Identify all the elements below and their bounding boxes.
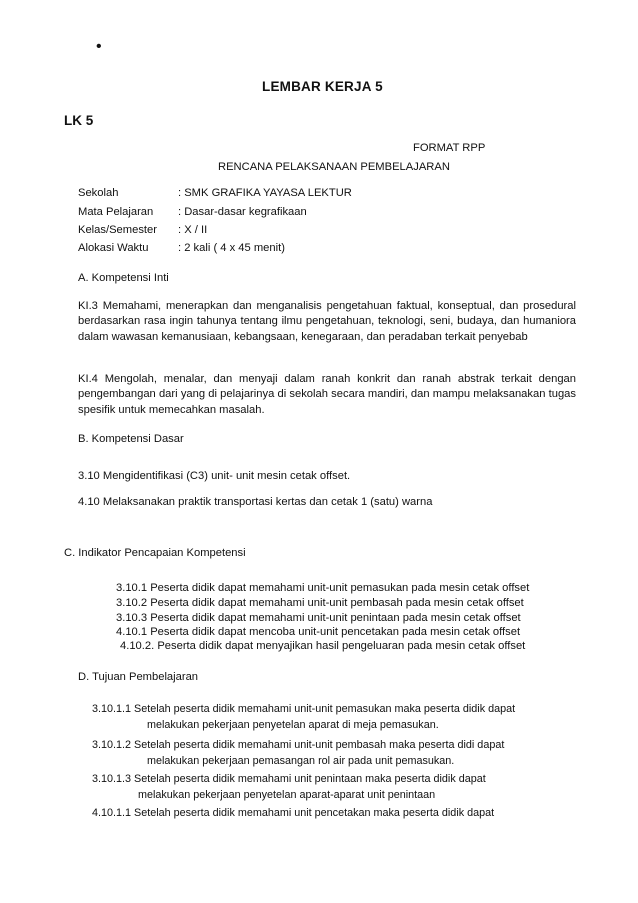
bullet-mark: • [96, 38, 102, 55]
objective-line: 3.10.1.2 Setelah peserta didik memahami unit-unit pembasah maka peserta didi dapat [92, 739, 505, 751]
rpp-heading: RENCANA PELAKSANAAN PEMBELAJARAN [218, 161, 450, 173]
kd-item: 4.10 Melaksanakan praktik transportasi kertas dan cetak 1 (satu) warna [78, 496, 433, 508]
ki4-paragraph: KI.4 Mengolah, menalar, dan menyaji dalam ranah konkrit dan ranah abstrak terkait dengan pengembangan dari yang di pelajarinya di sekolah secara mandiri, dan mampu melaksanakan tugas spesifik untuk memecahkan masalah. [78, 373, 576, 416]
section-c-heading: C. Indikator Pencapaian Kompetensi [64, 547, 246, 559]
identity-row-school [78, 187, 352, 199]
kd-item: 3.10 Mengidentifikasi (C3) unit- unit mesin cetak offset. [78, 470, 351, 482]
objective-line: 4.10.1.1 Setelah peserta didik memahami unit pencetakan maka peserta didik dapat [92, 807, 495, 819]
identity-key: Alokasi Waktu [78, 242, 149, 254]
objective-line: melakukan pekerjaan pemasangan rol air pada unit pemasukan. [147, 755, 455, 767]
indicator-item: 3.10.2 Peserta didik dapat memahami unit-unit pembasah pada mesin cetak offset [116, 597, 524, 609]
identity-value: : Dasar-dasar kegrafikaan [178, 206, 307, 218]
identity-key: Sekolah [78, 187, 119, 199]
indicator-item: 3.10.1 Peserta didik dapat memahami unit-unit pemasukan pada mesin cetak offset [116, 582, 530, 594]
objective-line: melakukan pekerjaan penyetelan aparat di meja pemasukan. [147, 719, 439, 731]
identity-row-subject [78, 206, 307, 218]
section-a-heading: A. Kompetensi Inti [78, 272, 169, 284]
objective-line: melakukan pekerjaan penyetelan aparat-aparat unit penintaan [138, 789, 436, 801]
identity-value: : X / II [178, 224, 208, 236]
page-title: LEMBAR KERJA 5 [262, 79, 383, 94]
ki3-paragraph: KI.3 Memahami, menerapkan dan menganalisis pengetahuan faktual, konseptual, dan prosedural berdasarkan rasa ingin tahunya tentang ilmu pengetahuan, teknologi, seni, budaya, dan humaniora dalam wawasan kemanusiaan, kebangsaan, kenegaraan, dan peradaban terkait penyebab [78, 300, 576, 343]
identity-row-time [78, 242, 285, 254]
objective-line: 3.10.1.3 Setelah peserta didik memahami unit penintaan maka peserta didik dapat [92, 773, 486, 785]
indicator-item: 4.10.2. Peserta didik dapat menyajikan hasil pengeluaran pada mesin cetak offset [120, 640, 526, 652]
section-b-heading: B. Kompetensi Dasar [78, 433, 184, 445]
identity-key: Kelas/Semester [78, 224, 157, 236]
identity-value: : 2 kali ( 4 x 45 menit) [178, 242, 285, 254]
indicator-item: 3.10.3 Peserta didik dapat memahami unit-unit penintaan pada mesin cetak offset [116, 612, 521, 624]
identity-row-class [78, 224, 207, 236]
objective-line: 3.10.1.1 Setelah peserta didik memahami unit-unit pemasukan maka peserta didik dapat [92, 703, 516, 715]
identity-key: Mata Pelajaran [78, 206, 154, 218]
lk-label: LK 5 [64, 113, 94, 128]
section-d-heading: D. Tujuan Pembelajaran [78, 671, 199, 683]
identity-value: : SMK GRAFIKA YAYASA LEKTUR [178, 187, 352, 199]
format-heading: FORMAT RPP [413, 142, 486, 154]
indicator-item: 4.10.1 Peserta didik dapat mencoba unit-unit pencetakan pada mesin cetak offset [116, 626, 521, 638]
